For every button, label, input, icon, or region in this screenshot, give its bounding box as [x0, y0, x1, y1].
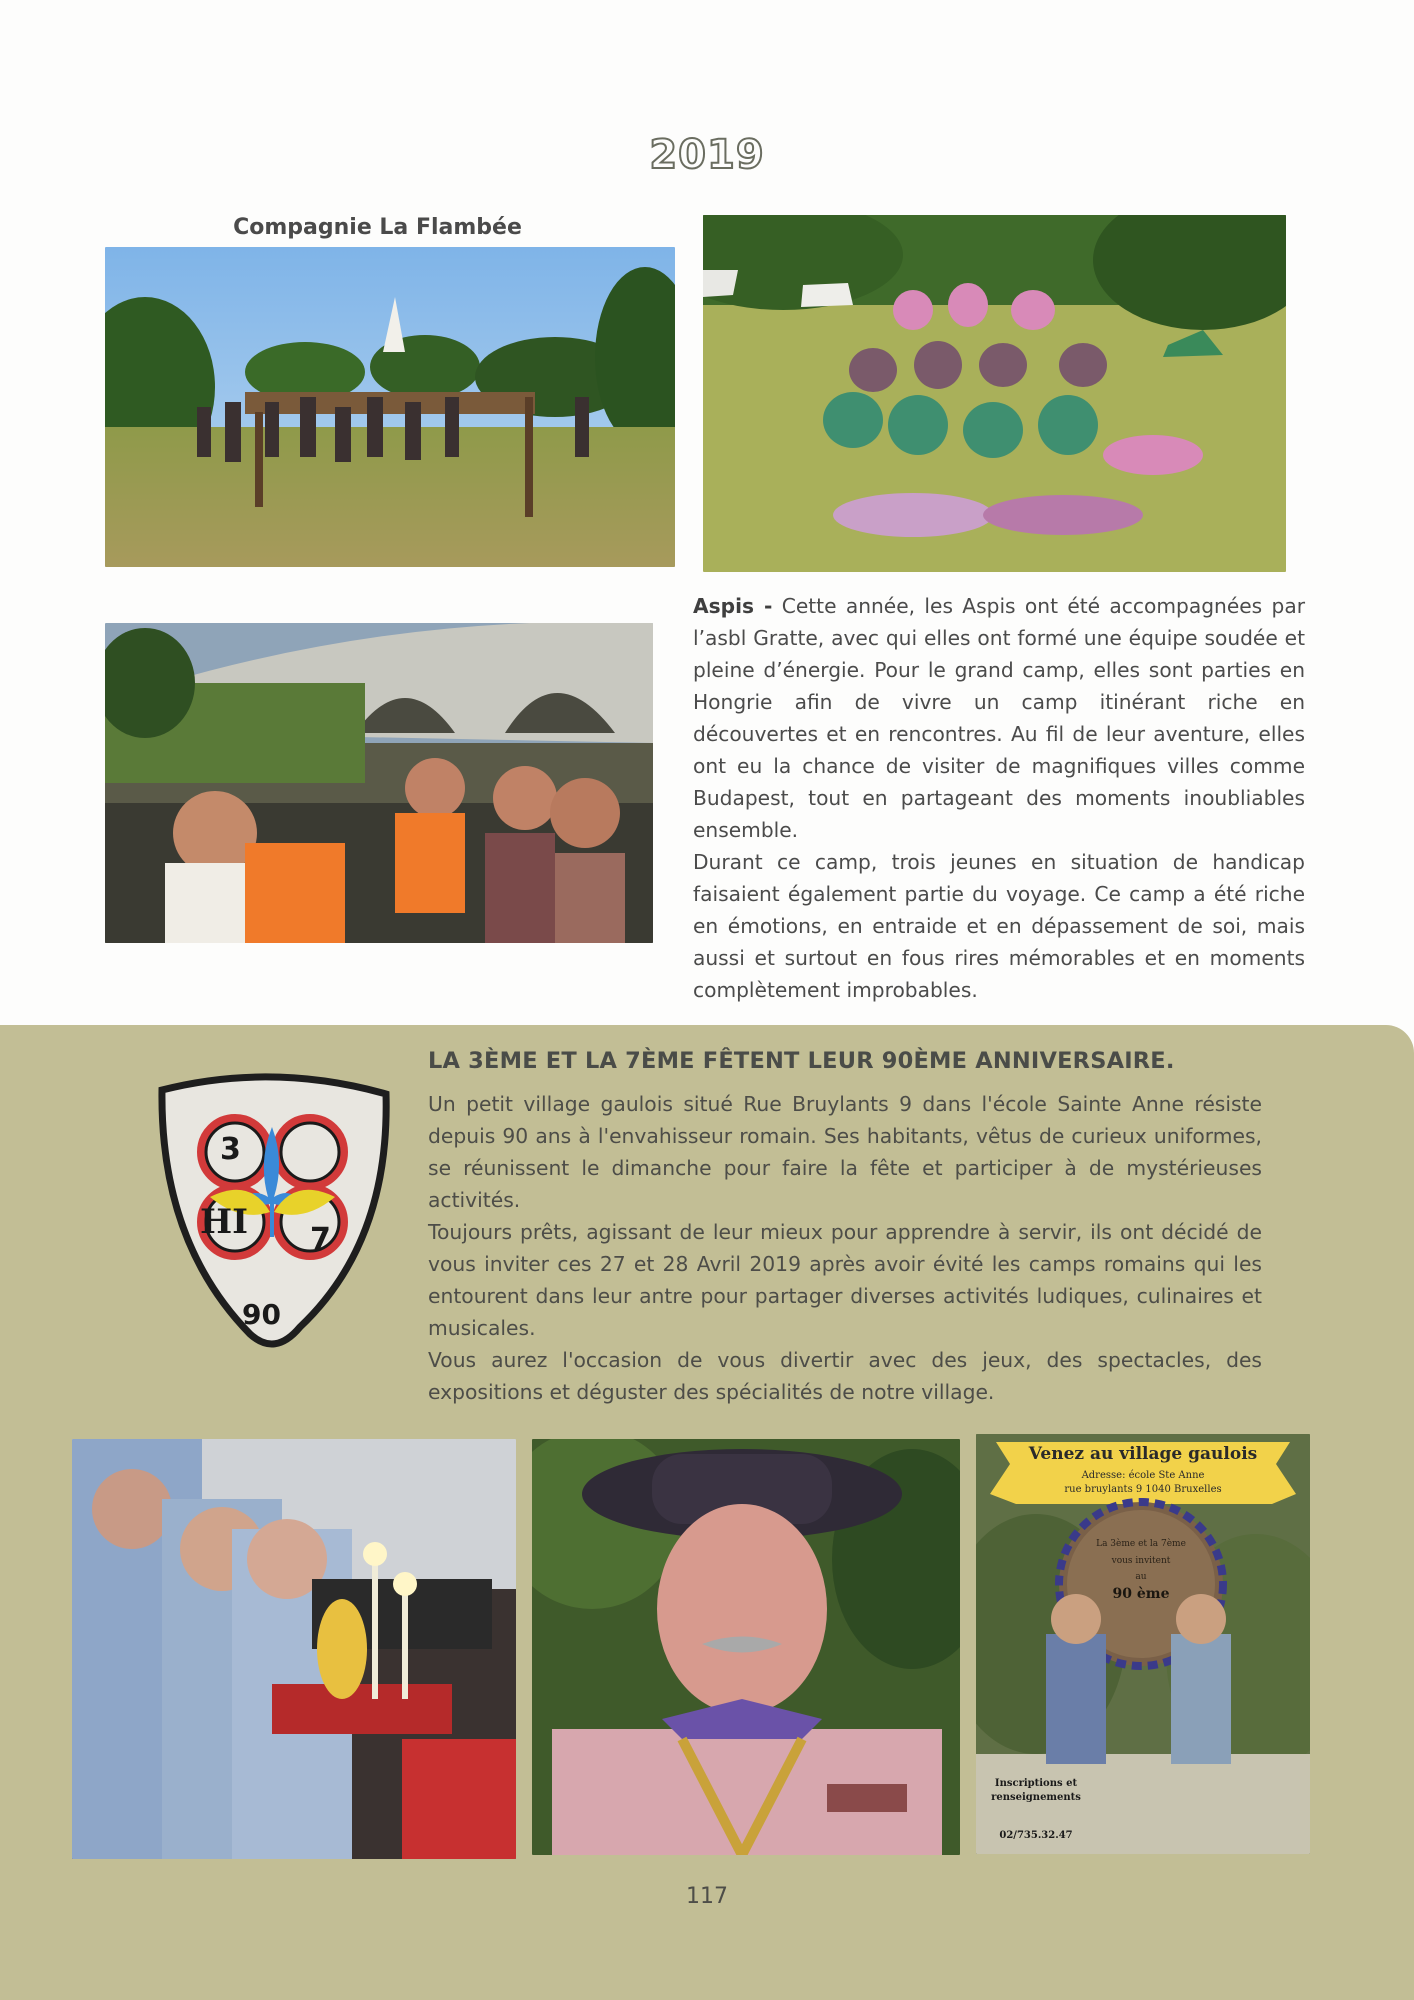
emblem-number-3: 3 — [220, 1132, 241, 1167]
poster-footer-3: 02/735.32.47 — [999, 1830, 1073, 1841]
photo-aspis-boat — [105, 623, 653, 943]
poster-line-4: 90 ème — [1112, 1586, 1170, 1602]
emblem-number-90: 90 — [242, 1298, 281, 1331]
poster-address-2: rue bruylants 9 1040 Bruxelles — [1064, 1484, 1222, 1495]
aspis-text — [693, 590, 1305, 1006]
poster-footer-2: renseignements — [991, 1792, 1081, 1803]
photo-birthday-cake — [72, 1439, 516, 1859]
aspis-paragraph-2: Durant ce camp, trois jeunes en situation de handicap faisaient également partie du voyage. Ce camp a été riche en émotions, en entraide et en dépassement de soi, mais aussi et surtout en fous rires mémorables et en moments complètement improbables. — [693, 850, 1305, 1002]
photo-village-poster — [976, 1434, 1310, 1854]
year-heading: 2019 — [649, 132, 765, 178]
poster-title: Venez au village gaulois — [1028, 1444, 1258, 1464]
poster-address-1: Adresse: école Ste Anne — [1081, 1470, 1205, 1481]
poster-footer-1: Inscriptions et — [994, 1778, 1078, 1789]
photo-human-pyramid — [703, 215, 1286, 572]
anniversary-paragraph-1: Un petit village gaulois situé Rue Bruylants 9 dans l'école Sainte Anne résiste depuis 90 ans à l'envahisseur romain. Ses habitants, vêtus de curieux uniformes, se réunissent le dimanche pour faire la fête et participer à de mystérieuses activités. — [428, 1092, 1262, 1212]
photo-compagnie-construction — [105, 247, 675, 567]
emblem-letters: HI — [200, 1202, 249, 1242]
poster-line-3: au — [1135, 1572, 1147, 1582]
anniversary-paragraph-3: Vous aurez l'occasion de vous divertir avec des jeux, des spectacles, des expositions et déguster des spécialités de notre village. — [428, 1348, 1262, 1404]
compagnie-caption: Compagnie La Flambée — [233, 215, 522, 240]
anniversary-heading: LA 3ÈME ET LA 7ÈME FÊTENT LEUR 90ÈME ANNIVERSAIRE. — [428, 1048, 1175, 1074]
anniversary-emblem — [150, 1072, 395, 1372]
page-number: 117 — [686, 1884, 728, 1909]
aspis-paragraph-1-text: Cette année, les Aspis ont été accompagnées par l’asbl Gratte, avec qui elles ont formé une équipe soudée et pleine d’énergie. Pour le grand camp, elles sont parties en Hongrie afin de vivre un camp itinérant riche en découvertes et en rencontres. Au fil de leur aventure, elles ont eu la chance de visiter de magnifiques villes comme Budapest, tout en partageant des moments inoubliables ensemble. — [693, 594, 1306, 842]
anniversary-paragraph-2: Toujours prêts, agissant de leur mieux pour apprendre à servir, ils ont décidé de vous inviter ces 27 et 28 Avril 2019 après avoir évité les camps romains qui les entourent dans leur antre pour partager diverses activités ludiques, culinaires et musicales. — [428, 1220, 1262, 1340]
emblem-number-7: 7 — [310, 1222, 331, 1257]
poster-line-2: vous invitent — [1111, 1556, 1171, 1566]
poster-line-1: La 3ème et la 7ème — [1096, 1539, 1186, 1549]
aspis-label: Aspis - — [693, 594, 773, 618]
photo-bp-statue — [532, 1439, 960, 1855]
anniversary-text — [428, 1088, 1262, 1408]
aspis-paragraph-1 — [693, 590, 1305, 846]
